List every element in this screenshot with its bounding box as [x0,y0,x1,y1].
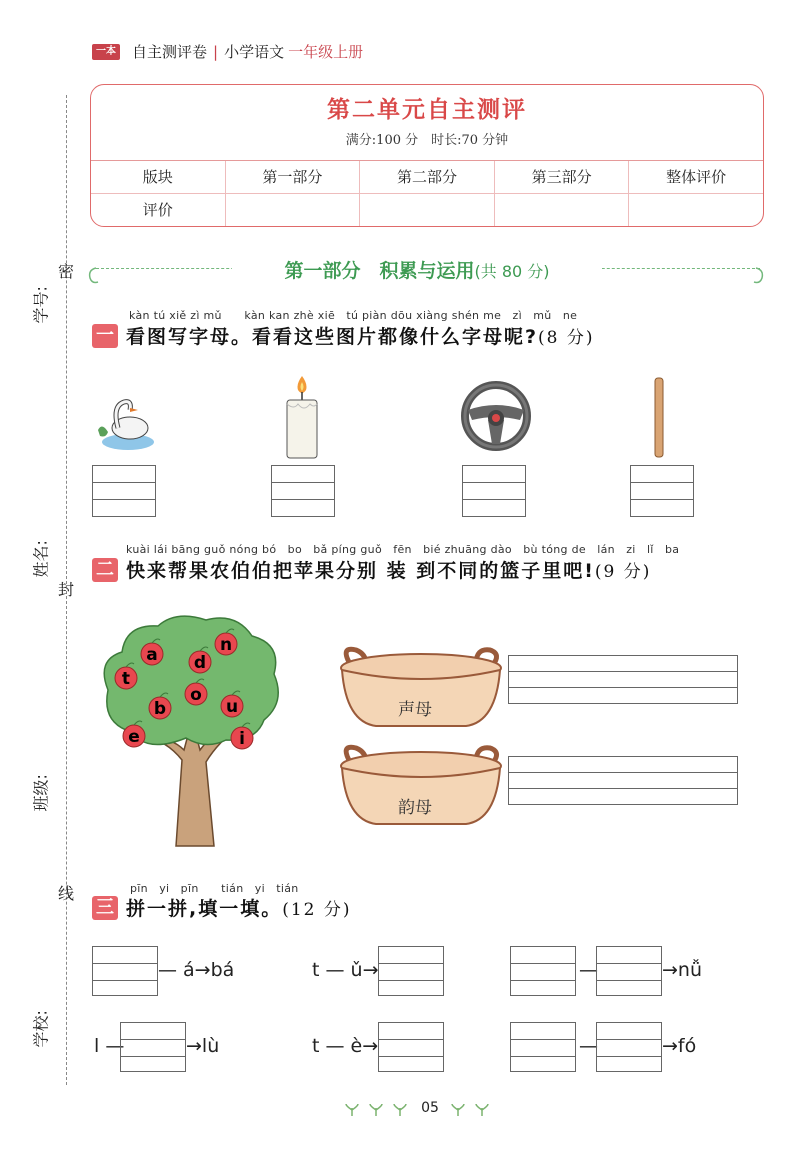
section-points: (共 80 分) [474,262,550,281]
q2-prompt [126,556,651,583]
grade-name: 一年级上册 [288,43,364,61]
candle-icon [284,374,320,460]
apple-letter: t [121,669,131,689]
apple-letter: o [190,685,202,705]
q1-pinyin: kàn tú xiě zì mǔ kàn kan zhè xiē tú piàn dōu xiàng shén me zì mǔ ne [129,309,578,322]
q2-number: 二 [92,558,118,582]
school-label: 学校: [31,1010,51,1048]
q2-pinyin: kuài lái bāng guǒ nóng bó bo bǎ píng guǒ fēn bié zhuāng dào bù tóng de lán zi lǐ ba [126,543,680,556]
q2-points: (9 分) [594,562,652,582]
q3-expression: →fó [662,1035,697,1057]
test-title: 第二单元自主测评 [327,97,527,123]
sprout-decoration-right-icon [448,1100,492,1118]
q2-text: 快来帮果农伯伯把苹果分别 装 到不同的篮子里吧! [126,560,595,582]
table-header-cell: 版块 [91,161,226,193]
q3-answer-box[interactable] [596,1022,662,1072]
q3-answer-box[interactable] [510,1022,576,1072]
table-header-cell: 第三部分 [495,161,630,193]
q3-expression: →nǚ [662,959,703,981]
score-cell[interactable] [629,194,763,226]
apple-letter: e [128,727,140,747]
subject-name: 小学语文 [224,43,285,61]
q3-expression: →lù [186,1035,220,1057]
seal-char-1: 密 [58,262,75,281]
q3-answer-box[interactable] [378,946,444,996]
table-row [91,194,763,226]
q1-text: 看图写字母。看看这些图片都像什么字母呢? [126,326,539,348]
student-id-label: 学号: [31,286,51,324]
q3-expression: l — [94,1035,125,1057]
score-cell[interactable] [360,194,495,226]
evaluation-table [91,160,763,226]
q3-expression: — á→bá [158,959,235,981]
score-cell[interactable] [226,194,361,226]
section-title-text: 第一部分 积累与运用 [284,260,475,282]
page-number: 05 [421,1100,439,1116]
class-label: 班级: [31,774,51,812]
q1-points: (8 分) [538,328,595,348]
table-header-row [91,161,763,194]
apple-letter: u [225,697,239,717]
test-info-card [90,84,764,227]
q3-points: (12 分) [282,900,352,920]
swan-icon [92,392,158,460]
steering-wheel-icon [460,380,532,452]
seal-char-3: 线 [58,884,75,903]
apple-letter: i [239,729,245,749]
q3-expression: t — ǔ→ [312,959,379,981]
apple-letter: b [153,699,167,719]
q3-answer-box[interactable] [92,946,158,996]
brand-badge: 一本 [92,44,120,60]
q3-pinyin: pīn yi pīn tián yi tián [130,882,299,895]
table-header-cell: 第二部分 [360,161,495,193]
q3-text: 拼一拼,填一填。 [126,898,283,920]
initials-basket-label: 声母 [398,700,432,720]
test-subtitle: 满分:100 分 时长:70 分钟 [345,133,509,148]
q3-expression: t — è→ [312,1035,379,1057]
q3-number: 三 [92,896,118,920]
initials-answer-box[interactable] [508,655,738,704]
stick-icon [652,377,666,459]
table-header-cell: 第一部分 [226,161,361,193]
seal-char-2: 封 [58,580,75,599]
book-name: 自主测评卷 [132,43,208,61]
table-row-label: 评价 [91,194,226,226]
book-header [132,42,363,62]
finals-answer-box[interactable] [508,756,738,805]
name-label: 姓名: [31,540,51,578]
header-divider: | [213,43,219,61]
q1-answer-box-4[interactable] [630,465,694,517]
apple-letter: a [146,645,158,665]
apple-letter: d [193,653,207,673]
q1-prompt [126,322,595,349]
apple-letter: n [219,635,233,655]
q1-answer-box-1[interactable] [92,465,156,517]
score-cell[interactable] [495,194,630,226]
q3-prompt [126,894,352,921]
q3-answer-box[interactable] [510,946,576,996]
q1-answer-box-3[interactable] [462,465,526,517]
q3-answer-box[interactable] [378,1022,444,1072]
q1-number: 一 [92,324,118,348]
q3-expression: — [579,959,598,981]
section-title [232,256,602,283]
q3-expression: — [579,1035,598,1057]
table-header-cell: 整体评价 [666,168,727,186]
vine-right-icon [752,262,766,286]
q3-answer-box[interactable] [120,1022,186,1072]
finals-basket-label: 韵母 [398,798,432,818]
apple-tree-icon [96,610,286,850]
q3-answer-box[interactable] [596,946,662,996]
vine-left-icon [86,262,100,286]
q1-answer-box-2[interactable] [271,465,335,517]
sprout-decoration-left-icon [344,1100,414,1118]
